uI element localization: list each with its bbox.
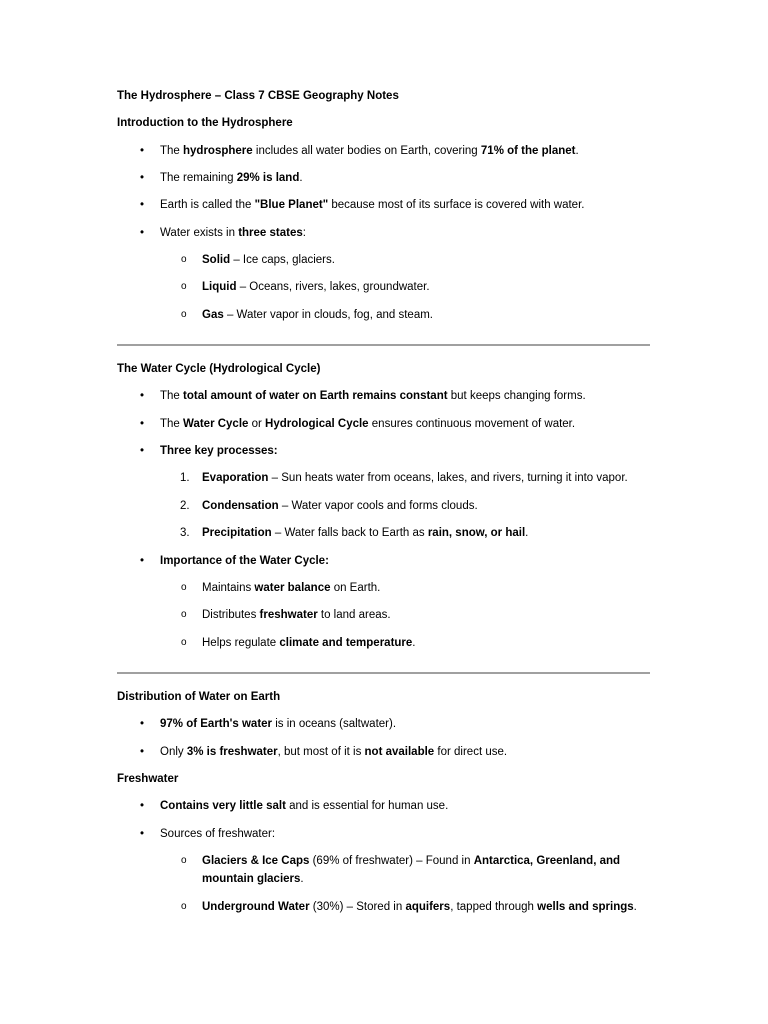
numbered-item: 1. Evaporation – Sun heats water from oceans, lakes, and rivers, turning it into vapor. [180,472,628,484]
list-item: • 97% of Earth's water is in oceans (saltwater). [160,717,396,731]
sub-list-item: o Solid – Ice caps, glaciers. [202,253,335,267]
list-item: • Sources of freshwater: [160,827,275,841]
section-divider [117,672,650,674]
sub-list-item: o Gas – Water vapor in clouds, fog, and steam. [202,308,433,322]
list-item: • The hydrosphere includes all water bodies on Earth, covering 71% of the planet. [160,144,579,158]
section-divider [117,344,650,346]
sub-list-item: o Distributes freshwater to land areas. [202,608,391,622]
list-item: • The remaining 29% is land. [160,171,303,185]
section-heading-distribution: Distribution of Water on Earth [117,691,281,703]
section-heading-intro: Introduction to the Hydrosphere [117,117,293,129]
sub-list-item: o Liquid – Oceans, rivers, lakes, groundwater. [202,280,430,294]
page-title: The Hydrosphere – Class 7 CBSE Geography Notes [117,90,399,102]
sub-list-item: o Underground Water (30%) – Stored in aquifers, tapped through wells and springs. [202,900,637,914]
numbered-item: 2. Condensation – Water vapor cools and forms clouds. [180,500,478,512]
list-item: • Earth is called the "Blue Planet" because most of its surface is covered with water. [160,198,584,212]
sub-list-item: o Glaciers & Ice Caps (69% of freshwater) – Found in Antarctica, Greenland, and [202,854,620,868]
sub-list-item: o Maintains water balance on Earth. [202,581,380,595]
list-item: • Only 3% is freshwater, but most of it is not available for direct use. [160,745,507,759]
numbered-item: 3. Precipitation – Water falls back to Earth as rain, snow, or hail. [180,527,529,539]
sub-list-item: o Helps regulate climate and temperature. [202,636,416,650]
section-heading-water-cycle: The Water Cycle (Hydrological Cycle) [117,363,321,375]
list-item: • Three key processes: [160,444,278,458]
sub-list-item-continuation: mountain glaciers. [202,873,304,885]
list-item: • Water exists in three states: [160,226,306,240]
list-item: • The Water Cycle or Hydrological Cycle ensures continuous movement of water. [160,417,575,431]
section-heading-freshwater: Freshwater [117,773,179,785]
list-item: • Contains very little salt and is essential for human use. [160,799,448,813]
list-item: • The total amount of water on Earth remains constant but keeps changing forms. [160,389,586,403]
list-item: • Importance of the Water Cycle: [160,554,329,568]
